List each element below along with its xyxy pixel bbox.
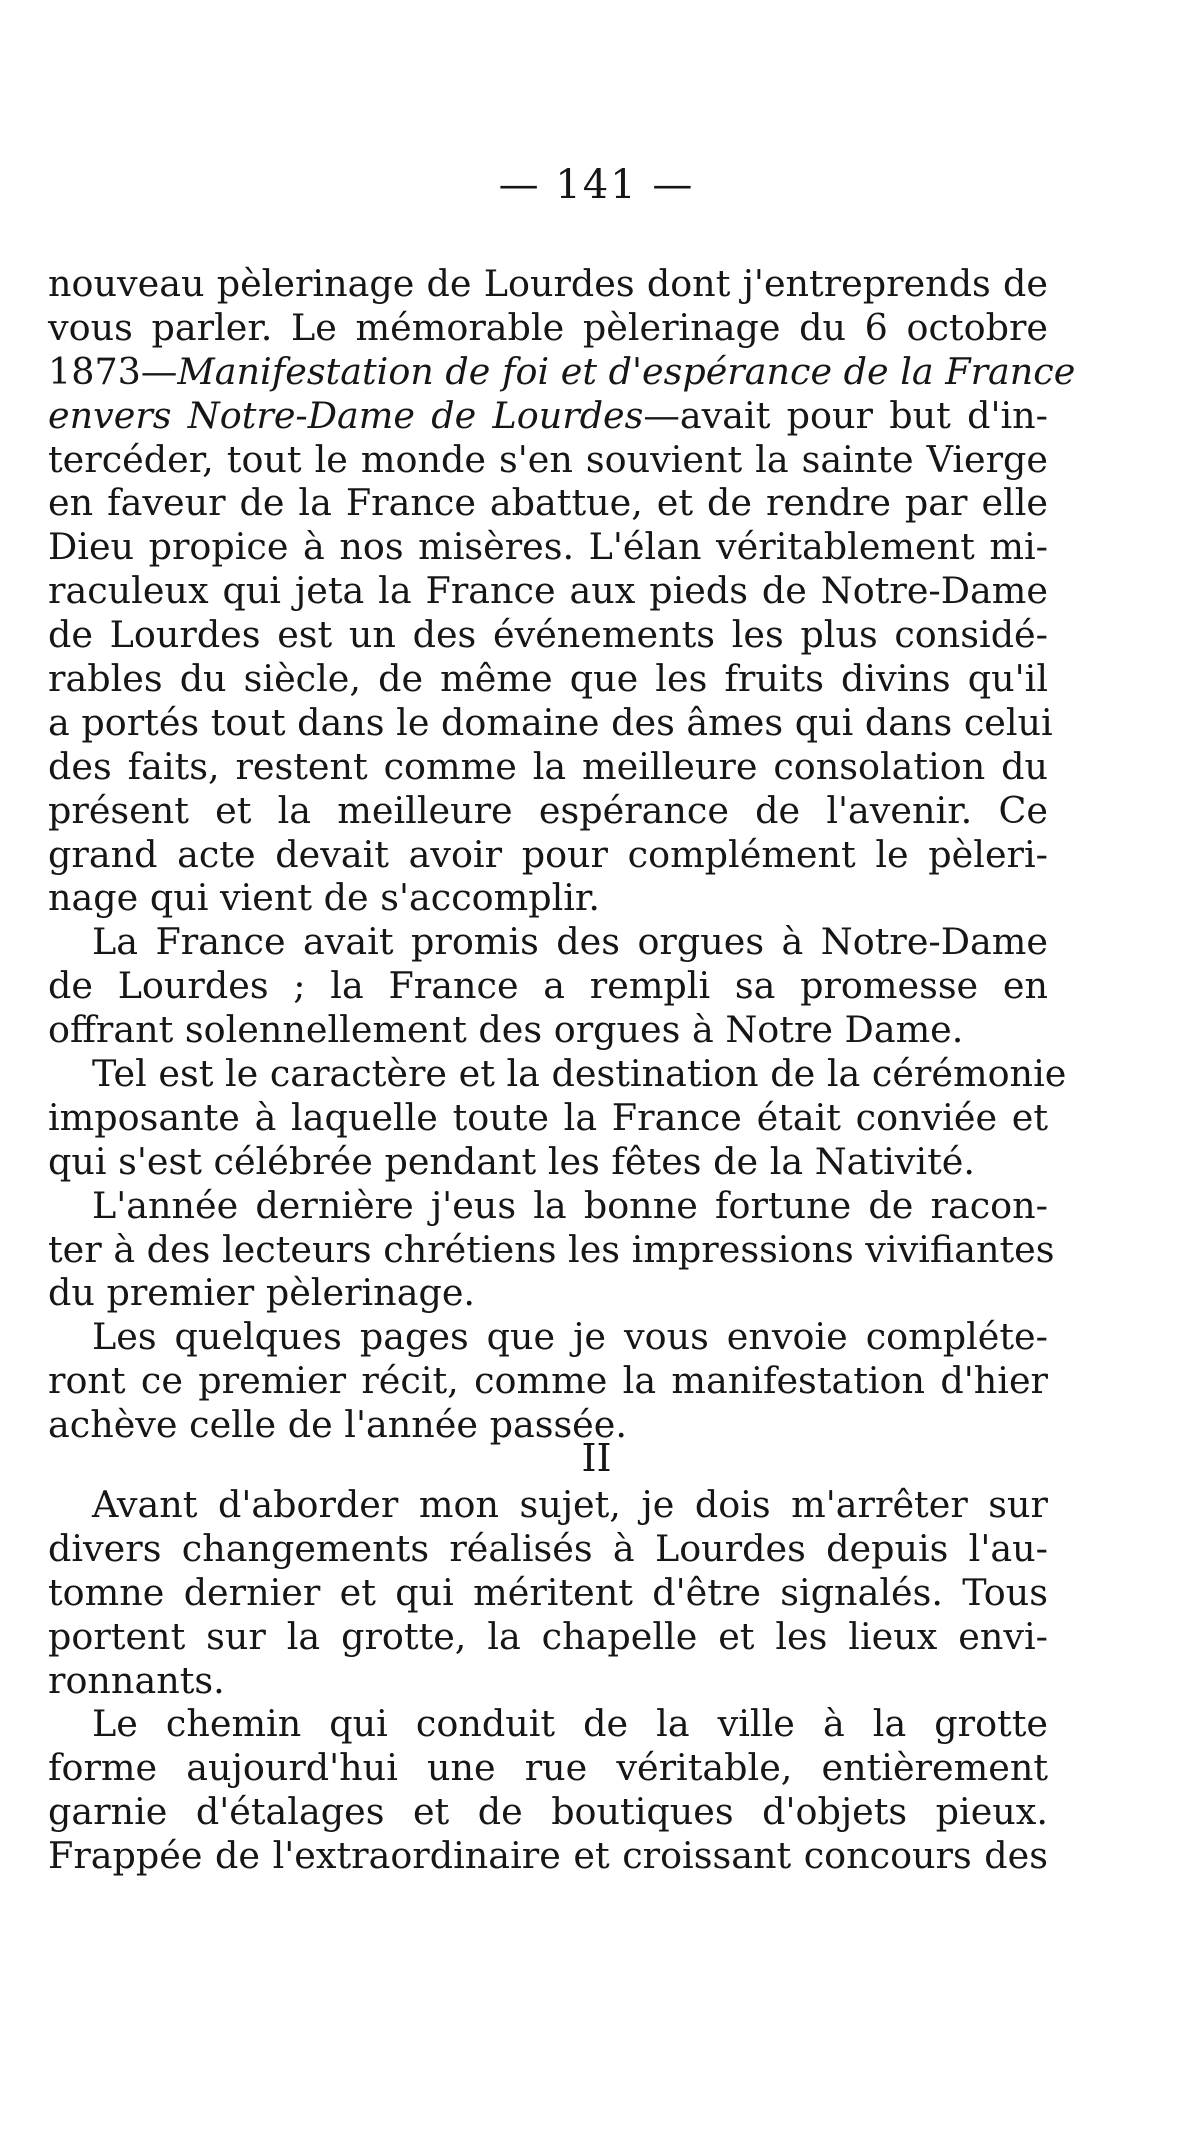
line-text: —avait pour but d'in- xyxy=(643,393,1048,437)
line-text: La France avait promis des orgues à Notre-Dame xyxy=(92,920,1048,964)
line-text: tercéder, tout le monde s'en souvient la sainte Vierge xyxy=(48,437,1048,481)
italic-text: Manifestation de foi et d'espérance de la France xyxy=(177,349,1076,393)
text-block-section-2 xyxy=(48,1483,1048,1878)
text-line xyxy=(48,1140,1048,1184)
line-text: ter à des lecteurs chrétiens les impressions vivifiantes xyxy=(48,1227,1055,1271)
line-text: ronnants. xyxy=(48,1658,225,1702)
text-line xyxy=(48,1615,1048,1659)
line-text: Les quelques pages que je vous envoie compléte- xyxy=(92,1315,1048,1359)
line-text: Tel est le caractère et la destination de la cérémonie xyxy=(92,1052,1067,1096)
line-text: Avant d'aborder mon sujet, je dois m'arrêter sur xyxy=(92,1483,1048,1526)
text-line xyxy=(48,1659,1048,1703)
line-text: achève celle de l'année passée. xyxy=(48,1403,627,1447)
line-text: portent sur la grotte, la chapelle et les lieux envi- xyxy=(48,1614,1048,1658)
line-text: Le chemin qui conduit de la ville à la grotte xyxy=(92,1702,1048,1746)
line-text: présent et la meilleure espérance de l'avenir. Ce xyxy=(48,788,1048,832)
line-text: raculeux qui jeta la France aux pieds de Notre-Dame xyxy=(48,569,1048,613)
text-line xyxy=(48,1527,1048,1571)
text-line xyxy=(48,1834,1048,1878)
line-text: ront ce premier récit, comme la manifestation d'hier xyxy=(48,1359,1048,1403)
text-line xyxy=(48,438,1048,482)
text-line xyxy=(48,1227,1055,1272)
line-text: imposante à laquelle toute la France était conviée et xyxy=(48,1095,1048,1139)
line-text: tomne dernier et qui méritent d'être signalés. Tous xyxy=(48,1570,1048,1614)
text-line xyxy=(48,1702,1048,1746)
line-text: divers changements réalisés à Lourdes depuis l'au- xyxy=(48,1526,1048,1570)
line-text: 1873— xyxy=(48,349,178,393)
text-line xyxy=(48,964,1048,1008)
text-line xyxy=(48,481,1048,525)
page-number: — 141 — xyxy=(498,162,695,208)
line-text: rables du siècle, de même que les fruits divins qu'il xyxy=(48,657,1048,701)
text-line xyxy=(48,657,1048,701)
text-line xyxy=(48,1184,1048,1228)
text-line xyxy=(48,700,1053,745)
text-line xyxy=(48,876,1048,920)
text-line xyxy=(48,1052,1067,1096)
text-line xyxy=(48,1271,1048,1315)
text-line xyxy=(48,1359,1048,1403)
text-line xyxy=(48,306,1048,350)
text-line xyxy=(48,920,1048,964)
line-text: L'année dernière j'eus la bonne fortune de racon- xyxy=(92,1183,1048,1227)
text-line xyxy=(48,262,1048,306)
line-text: vous parler. Le mémorable pèlerinage du 6 octobre xyxy=(48,305,1048,349)
text-line xyxy=(48,789,1048,833)
text-line xyxy=(48,1571,1048,1615)
text-line xyxy=(48,1483,1048,1527)
text-line xyxy=(48,349,1076,394)
line-text: de Lourdes ; la France a rempli sa promesse en xyxy=(48,964,1048,1008)
text-line xyxy=(48,1315,1048,1359)
line-text: grand acte devait avoir pour complément le pèleri- xyxy=(48,832,1048,876)
line-text: Frappée de l'extraordinaire et croissant concours des xyxy=(48,1834,1048,1878)
text-line xyxy=(48,613,1048,657)
line-text: forme aujourd'hui une rue véritable, entièrement xyxy=(48,1746,1048,1790)
text-block-section-1 xyxy=(48,262,1076,1447)
line-text: du premier pèlerinage. xyxy=(48,1271,476,1315)
line-text: en faveur de la France abattue, et de rendre par elle xyxy=(48,481,1048,525)
section-heading: II xyxy=(581,1436,612,1480)
line-text: de Lourdes est un des événements les plus considé- xyxy=(48,613,1048,657)
text-line xyxy=(48,1746,1048,1790)
line-text: a portés tout dans le domaine des âmes qui dans celui xyxy=(48,700,1053,744)
line-text: qui s'est célébrée pendant les fêtes de la Nativité. xyxy=(48,1139,975,1183)
text-line xyxy=(48,569,1048,613)
line-text: garnie d'étalages et de boutiques d'objets pieux. xyxy=(48,1790,1048,1834)
line-text: offrant solennellement des orgues à Notre Dame. xyxy=(48,1008,964,1052)
text-line xyxy=(48,1008,1048,1052)
text-line xyxy=(48,1096,1048,1140)
line-text: des faits, restent comme la meilleure consolation du xyxy=(48,744,1048,788)
text-line xyxy=(48,1790,1048,1834)
line-text: nage qui vient de s'accomplir. xyxy=(48,876,600,920)
text-line xyxy=(48,833,1048,877)
line-text: nouveau pèlerinage de Lourdes dont j'entreprends de xyxy=(48,262,1048,305)
text-line xyxy=(48,394,1048,438)
text-line xyxy=(48,745,1048,789)
text-line xyxy=(48,525,1048,569)
italic-text: envers Notre-Dame de Lourdes xyxy=(48,393,644,437)
line-text: Dieu propice à nos misères. L'élan véritablement mi- xyxy=(48,525,1048,569)
